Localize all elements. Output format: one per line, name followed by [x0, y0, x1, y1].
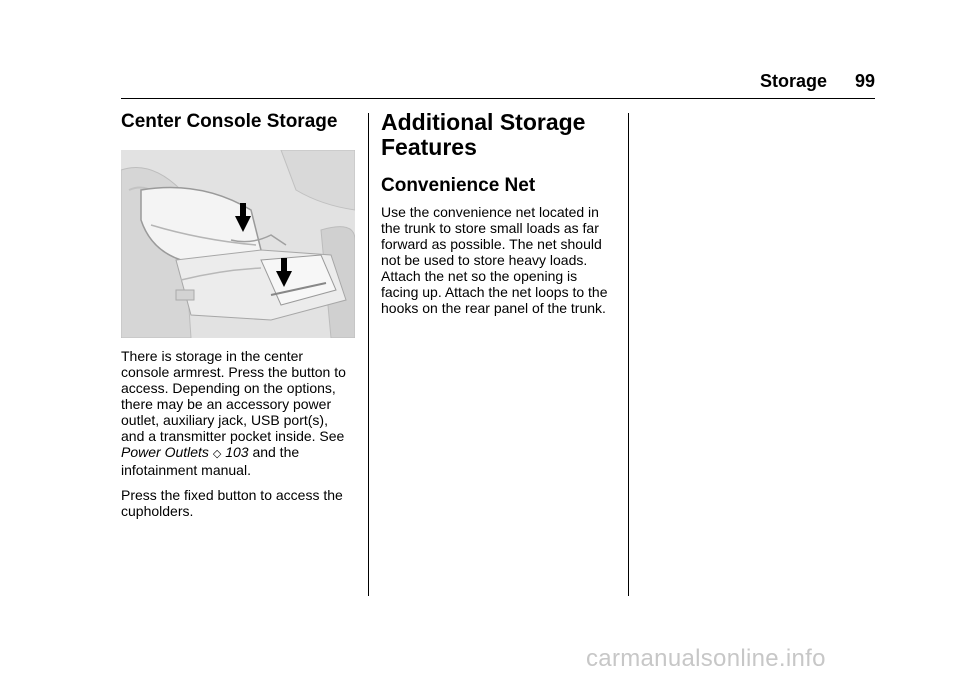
console-paragraph-tail: and the infotainment manual.: [121, 444, 300, 478]
header-rule: [121, 98, 875, 99]
right-column: [381, 110, 613, 316]
xref-page-number[interactable]: 103: [225, 444, 249, 460]
convenience-net-heading: Convenience Net: [381, 175, 536, 196]
cupholder-paragraph: Press the fixed button to access the cupholders.: [121, 487, 343, 519]
column-divider-left: [368, 113, 369, 596]
heading-line-1: Additional Storage: [381, 109, 586, 135]
center-console-heading: Center Console Storage: [121, 111, 338, 132]
page-number: 99: [854, 71, 875, 91]
center-console-illustration: [121, 150, 355, 338]
watermark: carmanualsonline.info: [586, 645, 826, 672]
left-column: [121, 110, 355, 519]
convenience-net-paragraph: Use the convenience net located in the trunk to store small loads as far forward as possible. The net should not be used to store heavy loads. Attach the net so the opening is facing up. Attach the net loops to the hooks on the rear panel of the trunk.: [381, 204, 608, 316]
section-title: Storage: [759, 71, 827, 91]
console-paragraph: [121, 348, 355, 478]
power-outlets-xref[interactable]: Power Outlets: [121, 444, 209, 460]
heading-line-2: Features: [381, 134, 477, 160]
xref-page-icon: ◇: [212, 448, 222, 460]
additional-storage-heading: [381, 110, 613, 160]
console-paragraph-text: There is storage in the center console armrest. Press the button to access. Depending on the options, there may be an accessory power outlet, auxiliary jack, USB port(s), and a transmitter pocket inside. See: [121, 348, 346, 444]
column-divider-right: [628, 113, 629, 596]
